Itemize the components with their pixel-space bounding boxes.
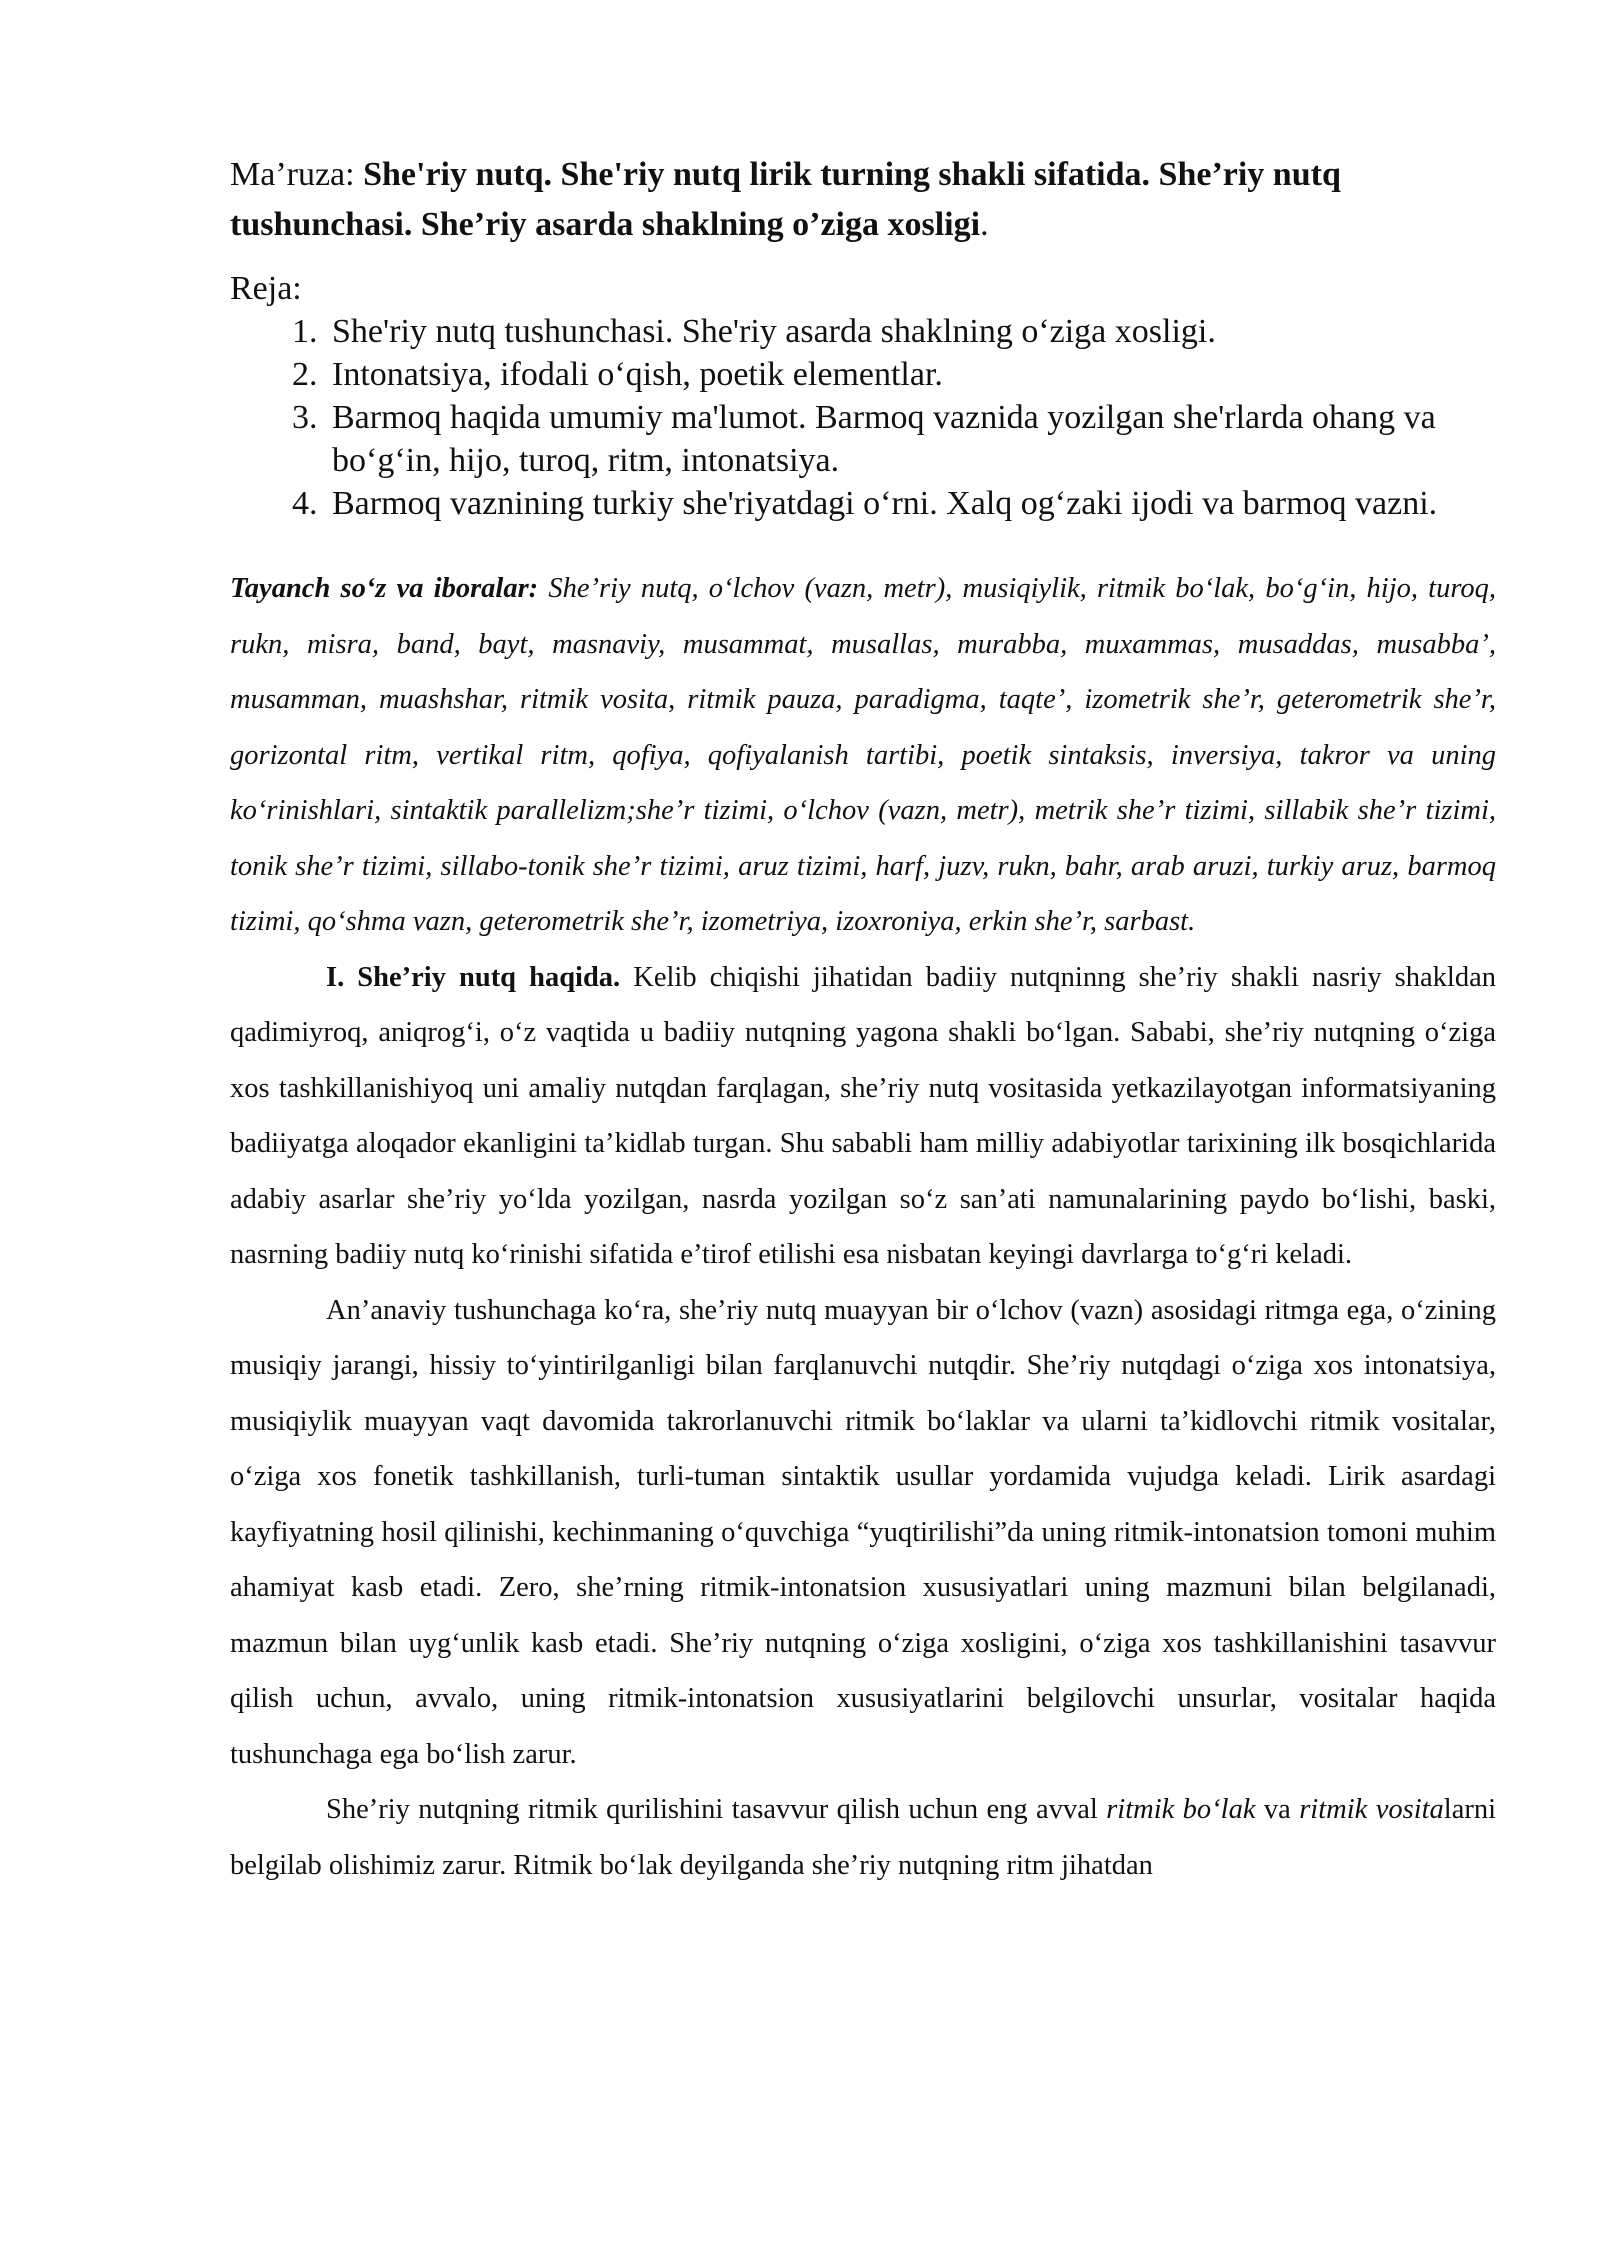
keywords-paragraph: [230, 561, 1496, 950]
term-ritmik-vosita: ritmik vosita: [1299, 1794, 1444, 1825]
body-paragraph-3: [230, 1782, 1496, 1893]
keywords-label: Tayanch so‘z va iboralar:: [230, 573, 539, 604]
paragraph-text: Kelib chiqishi jihatidan badiiy nutqninng she’riy shakli nasriy shakldan qadimiyroq, aniqrog‘i, o‘z vaqtida u badiiy nutqning yagona shakli bo‘lgan. Sababi, she’riy nutqning o‘ziga xos tashkillanishiyoq uni amaliy nutqdan farqlagan, she’riy nutq vositasida yetkazilayotgan informatsiyaning badiiyatga aloqador ekanligini ta’kidlab turgan. Shu sababli ham milliy adabiyotlar tarixining ilk bosqichlarida adabiy asarlar she’riy yo‘lda yozilgan, nasrda yozilgan so‘z san’ati namunalarining paydo bo‘lishi, baski, nasrning badiiy nutq ko‘rinishi sifatida e’tirof etilishi esa nisbatan keyingi davrlarga to‘g‘ri keladi.: [230, 961, 1496, 1270]
paragraph-text: She’riy nutqning ritmik qurilishini tasavvur qilish uchun eng avval: [326, 1794, 1107, 1825]
plan-list: [230, 310, 1496, 525]
paragraph-text: va: [1255, 1794, 1300, 1825]
keywords-text: She’riy nutq, o‘lchov (vazn, metr), musiqiylik, ritmik bo‘lak, bo‘g‘in, hijo, turoq, rukn, misra, band, bayt, masnaviy, musammat, musallas, murabba, muxammas, musaddas, musabba’, musamman, muashshar, ritmik vosita, ritmik pauza, paradigma, taqte’, izometrik she’r, geterometrik she’r, gorizontal ritm, vertikal ritm, qofiya, qofiyalanish tartibi, poetik sintaksis, inversiya, takror va uning ko‘rinishlari, sintaktik parallelizm;she’r tizimi, o‘lchov (vazn, metr), metrik she’r tizimi, sillabik she’r tizimi, tonik she’r tizimi, sillabo-tonik she’r tizimi, aruz tizimi, harf, juzv, rukn, bahr, arab aruzi, turkiy aruz, barmoq tizimi, qo‘shma vazn, geterometrik she’r, izometriya, izoxroniya, erkin she’r, sarbast.: [230, 573, 1497, 937]
body-paragraph-1: [230, 950, 1496, 1283]
plan-item: 2. Intonatsiya, ifodali o‘qish, poetik elementlar.: [326, 353, 1496, 396]
body-paragraph-2: An’anaviy tushunchaga ko‘ra, she’riy nutq muayyan bir o‘lchov (vazn) asosidagi ritmga ega, o‘zining musiqiy jarangi, hissiy to‘yintirilganligi bilan farqlanuvchi nutqdir. She’riy nutqdagi o‘ziga xos intonatsiya, musiqiylik muayyan vaqt davomida takrorlanuvchi ritmik bo‘laklar va ularni ta’kidlovchi ritmik vositalar, o‘ziga xos fonetik tashkillanish, turli-tuman sintaktik usullar yordamida vujudga keladi. Lirik asardagi kayfiyatning hosil qilinishi, kechinmaning o‘quvchiga “yuqtirilishi”da uning ritmik-intonatsion tomoni muhim ahamiyat kasb etadi. Zero, she’rning ritmik-intonatsion xususiyatlari uning mazmuni bilan belgilanadi, mazmun bilan uyg‘unlik kasb etadi. She’riy nutqning o‘ziga xosligini, o‘ziga xos tashkillanishini tasavvur qilish uchun, avvalo, uning ritmik-intonatsion xususiyatlarini belgilovchi unsurlar, vositalar haqida tushunchaga ega bo‘lish zarur.: [230, 1294, 1496, 1770]
lecture-title-period: .: [980, 206, 989, 243]
term-ritmik-bolak: ritmik bo‘lak: [1106, 1794, 1256, 1825]
lecture-label: Ma’ruza:: [230, 156, 364, 193]
paragraph-text: larni belgilab olishimiz zarur. Ritmik bo‘lak deyilganda she’riy nutqning ritm jihatdan: [230, 1794, 1497, 1881]
plan-item: 3. Barmoq haqida umumiy ma'lumot. Barmoq vaznida yozilgan she'rlarda ohang va bo‘g‘in, hijo, turoq, ritm, intonatsiya.: [326, 396, 1496, 482]
lecture-heading: [230, 150, 1496, 250]
plan-label: Reja:: [230, 270, 302, 307]
plan-item: 1. She'riy nutq tushunchasi. She'riy asarda shaklning o‘ziga xosligi.: [326, 310, 1496, 353]
section-title: I. She’riy nutq haqida.: [326, 961, 621, 993]
document-page: [230, 150, 1496, 1893]
lecture-title: She'riy nutq. She'riy nutq lirik turning shakli sifatida. She’riy nutq tushunchasi. She’riy asarda shaklning o’ziga xosligi: [230, 156, 1341, 243]
plan-item: 4. Barmoq vaznining turkiy she'riyatdagi o‘rni. Xalq og‘zaki ijodi va barmoq vazni.: [326, 482, 1496, 525]
